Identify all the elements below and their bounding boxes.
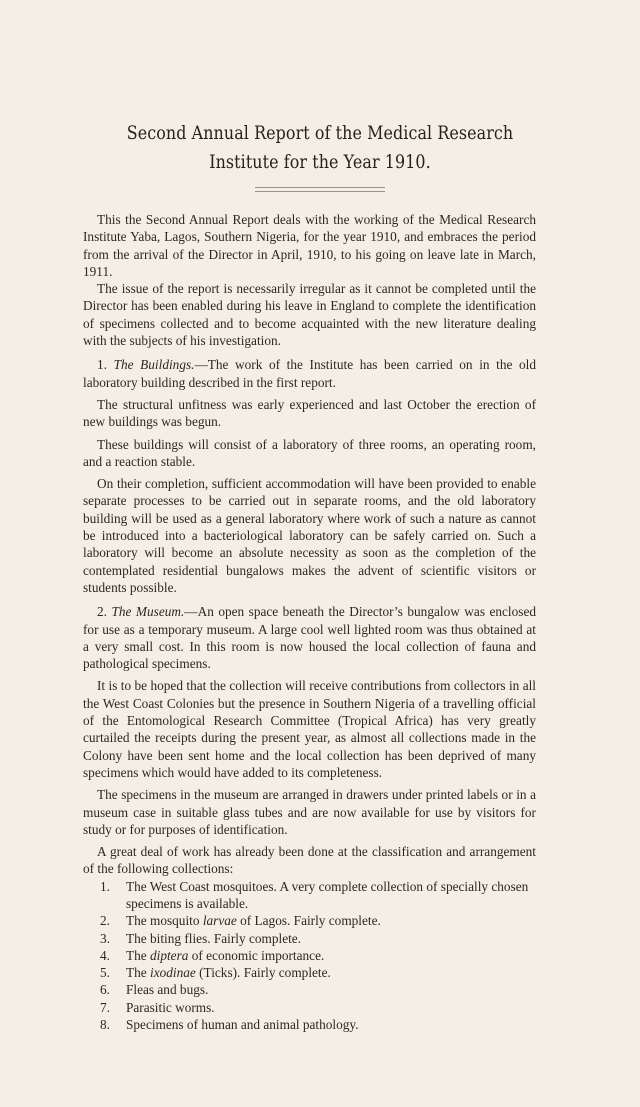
- museum-paragraph-4: A great deal of work has already been done at the classification and arrangement of the following collections:: [83, 844, 536, 877]
- title-line-2: Institute for the Year 1910.: [209, 152, 431, 173]
- list-item: [83, 999, 536, 1016]
- intro-paragraph-1: This the Second Annual Report deals with the working of the Medical Research Institute Yaba, Lagos, Southern Nigeria, for the year 1910, and embraces the period from the arrival of the Director in April, 1910, to his going on leave late in March, 1911.: [83, 212, 536, 279]
- list-item-text: Parasitic worms.: [126, 999, 215, 1015]
- title-line-1: Second Annual Report of the Medical Research: [126, 123, 514, 144]
- buildings-dash: —: [194, 357, 208, 373]
- list-item: [83, 912, 536, 929]
- list-item: [83, 947, 536, 964]
- list-item-text: The: [126, 947, 150, 963]
- collections-list: [83, 878, 536, 1034]
- list-item: [83, 981, 536, 998]
- buildings-paragraph-3: These buildings will consist of a laboratory of three rooms, an operating room, and a reaction stable.: [83, 436, 536, 469]
- list-item-text: The: [126, 965, 150, 981]
- museum-paragraph-1: [83, 603, 536, 672]
- list-item-italic: larvae: [202, 913, 237, 929]
- list-item-italic: diptera: [150, 947, 189, 963]
- list-item-number: 8.: [100, 1017, 110, 1033]
- museum-section-number: 2.: [97, 604, 107, 620]
- list-item-number: 7.: [100, 999, 110, 1015]
- title-divider: [255, 187, 385, 192]
- report-title: [96, 119, 543, 177]
- intro-paragraph-2: The issue of the report is necessarily irregular as it cannot be completed until the Director has been enabled during his leave in England to complete the identification of specimens collected and to become acquainted with the new literature dealing with the subjects of his investigation.: [83, 281, 536, 349]
- list-item-text: The West Coast mosquitoes. A very complete collection of specially chosen specimens is available.: [126, 878, 529, 911]
- buildings-paragraph-1: [83, 356, 536, 391]
- list-item-italic: ixodinae: [150, 965, 196, 981]
- list-item: [83, 1016, 536, 1033]
- museum-dash: —: [184, 604, 198, 620]
- buildings-section-number: 1.: [97, 357, 107, 373]
- museum-paragraph-2: It is to be hoped that the collection will receive contributions from collectors in all the West Coast Colonies but the presence in Southern Nigeria of a travelling official of the Entomological Research Committee (Tropical Africa) has very greatly curtailed the receipts during the present year, as almost all collections made in the Colony have been sent home and the local collection has been deprived of many specimens which would have added to its completeness.: [83, 678, 536, 780]
- list-item: [83, 878, 536, 913]
- list-item-number: 5.: [100, 965, 110, 981]
- list-item-number: 2.: [100, 913, 110, 929]
- list-item-number: 1.: [100, 878, 110, 894]
- list-item-number: 3.: [100, 930, 110, 946]
- list-item-text-after: (Ticks). Fairly complete.: [195, 965, 331, 981]
- buildings-paragraph-2: The structural unfitness was early experienced and last October the erection of new buildings was begun.: [83, 396, 536, 430]
- museum-paragraph-1-text: An open space beneath the Director’s bungalow was enclosed for use as a temporary museum. A large cool well lighted room was thus obtained at a very small cost. In this room is now housed the local collection of fauna and pathological specimens.: [83, 604, 536, 672]
- list-item-number: 6.: [100, 982, 110, 998]
- list-item-text: The mosquito: [126, 913, 203, 929]
- buildings-paragraph-1-text: The work of the Institute has been carried on in the old laboratory building described in the first report.: [83, 357, 536, 390]
- report-body: [83, 211, 536, 1033]
- museum-heading: The Museum.: [111, 604, 185, 620]
- list-item: [83, 964, 536, 981]
- buildings-heading: The Buildings.: [113, 357, 195, 373]
- list-item-number: 4.: [100, 947, 110, 963]
- museum-paragraph-3: The specimens in the museum are arranged in drawers under printed labels or in a museum case in suitable glass tubes and are now available for use by visitors for study or for purposes of identification.: [83, 787, 536, 837]
- buildings-paragraph-4: On their completion, sufficient accommodation will have been provided to enable separate processes to be carried out in separate rooms, and the old laboratory building will be used as a general laboratory where work of such a nature as cannot be introduced into a bacteriological laboratory can be safely carried on. Such a laboratory will become an absolute necessity as soon as the completion of the contemplated residential bungalows makes the advent of scientific visitors or students possible.: [83, 476, 536, 595]
- list-item-text-after: of economic importance.: [188, 947, 325, 963]
- list-item-text-after: of Lagos. Fairly complete.: [236, 913, 381, 929]
- list-item-text: Fleas and bugs.: [126, 982, 209, 998]
- list-item-text: Specimens of human and animal pathology.: [126, 1017, 359, 1033]
- list-item: [83, 930, 536, 947]
- list-item-text: The biting flies. Fairly complete.: [126, 930, 302, 946]
